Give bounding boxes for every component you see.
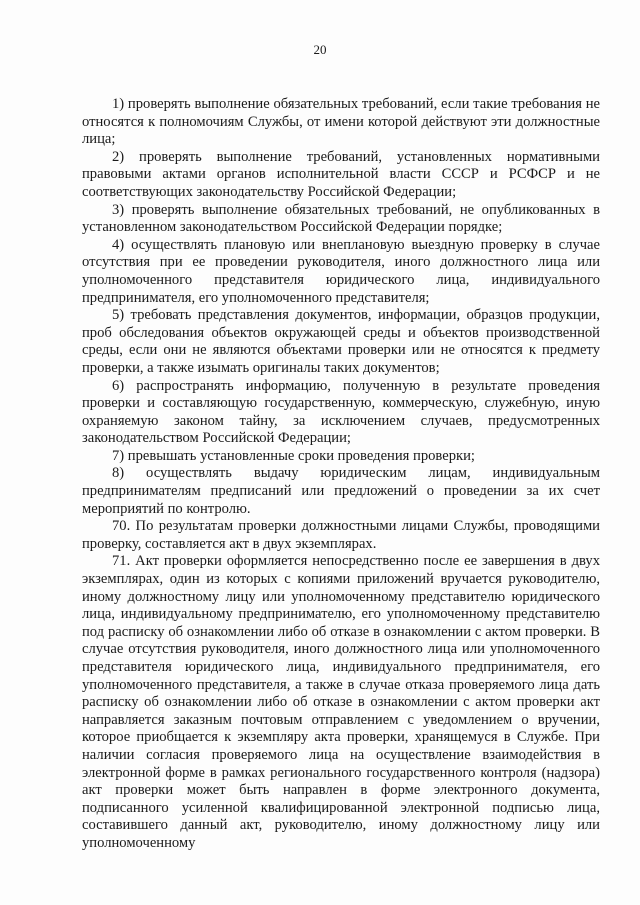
paragraph-item-8: 8) осуществлять выдачу юридическим лицам, индивидуальным предпринимателям предписаний или предложений о проведении за их счет мероприятий по контролю. (82, 465, 600, 517)
paragraph-item-6: 6) распространять информацию, полученную в результате проведения проверки и составляющую государственную, коммерческую, служебную, иную охраняемую законом тайну, за исключением случаев, предусмотренных законодательством Российской Федерации; (82, 377, 600, 447)
paragraph-item-1: 1) проверять выполнение обязательных требований, если такие требования не относятся к полномочиям Службы, от имени которой действуют эти должностные лица; (82, 96, 600, 148)
paragraph-item-5: 5) требовать представления документов, информации, образцов продукции, проб обследования объектов окружающей среды и объектов производственной среды, если они не являются объектами проверки или не относятся к предмету проверки, а также изымать оригиналы таких документов; (82, 307, 600, 376)
paragraph-item-3: 3) проверять выполнение обязательных требований, не опубликованных в установленном законодательством Российской Федерации порядке; (82, 201, 600, 236)
page-number: 20 (313, 42, 327, 57)
paragraph-section-71: 71. Акт проверки оформляется непосредственно после ее завершения в двух экземплярах, один из которых с копиями приложений вручается руководителю, иному должностному лицу или уполномоченному представителю юридического лица, индивидуальному предпринимателю, его уполномоченному представителю под расписку об ознакомлении либо об отказе в ознакомлении с актом проверки. В случае отсутствия руководителя, иного должностного лица или уполномоченного представителя юридического лица, индивидуального предпринимателя, его уполномоченного представителя, а также в случае отказа проверяемого лица дать расписку об ознакомлении либо об отказе в ознакомлении с актом проверки акт направляется заказным почтовым отправлением с уведомлением о вручении, которое приобщается к экземпляру акта проверки, хранящемуся в Службе. При наличии согласия проверяемого лица на осуществление взаимодействия в электронной форме в рамках регионального государственного контроля (надзора) акт проверки может быть направлен в форме электронного документа, подписанного усиленной квалифицированной электронной подписью лица, составившего данный акт, руководителю, иному должностному лицу или уполномоченному (82, 553, 600, 851)
paragraph-section-70: 70. По результатам проверки должностными лицами Службы, проводящими проверку, составляется акт в двух экземплярах. (82, 518, 600, 552)
document-body (82, 96, 600, 853)
paragraph-item-4: 4) осуществлять плановую или внеплановую выездную проверку в случае отсутствия при ее проведении руководителя, иного должностного лица или уполномоченного представителя юридического лица, индивидуального предпринимателя, его уполномоченного представителя; (82, 236, 600, 306)
paragraph-item-2: 2) проверять выполнение требований, установленных нормативными правовыми актами органов исполнительной власти СССР и РСФСР и не соответствующих законодательству Российской Федерации; (82, 148, 600, 200)
paragraph-item-7: 7) превышать установленные сроки проведения проверки; (112, 447, 475, 464)
